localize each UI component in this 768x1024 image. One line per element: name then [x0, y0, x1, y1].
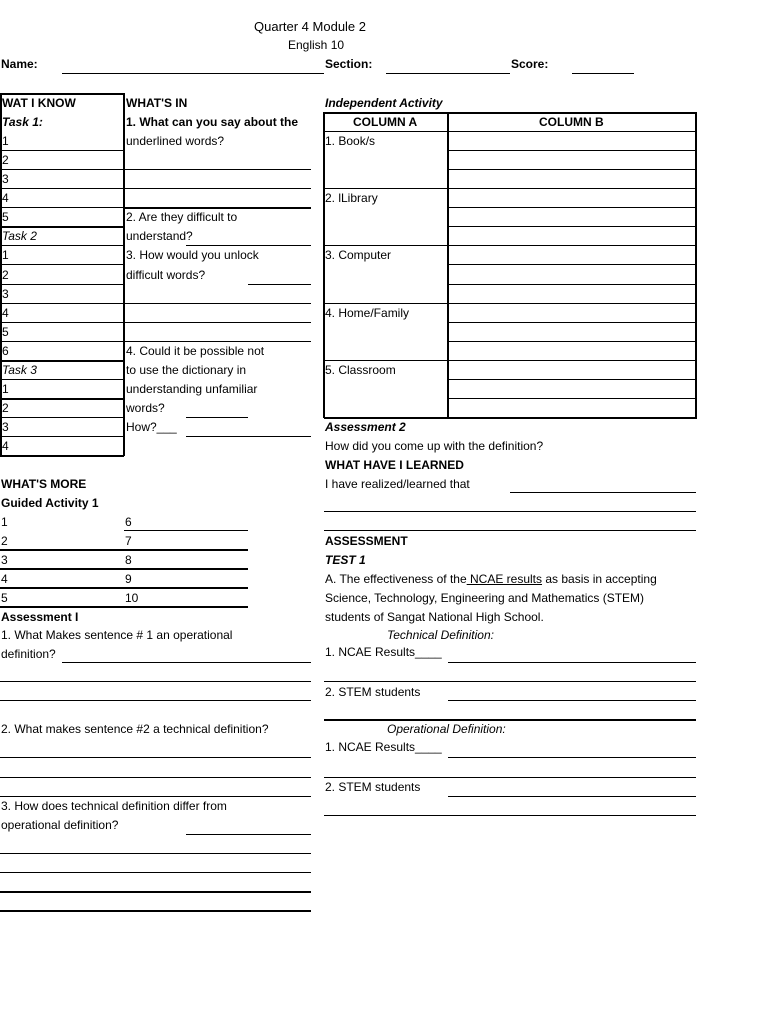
assessment2-heading: Assessment 2 [325, 420, 406, 434]
guided-item: 9 [125, 572, 132, 586]
task1-item: 2 [2, 153, 9, 167]
answer-line[interactable] [0, 872, 311, 873]
answer-line[interactable] [0, 891, 311, 893]
task1-item: 1 [2, 134, 9, 148]
assessment-heading: ASSESSMENT [325, 534, 408, 548]
task2-label: Task 2 [2, 229, 37, 243]
guided-item: 2 [1, 534, 8, 548]
column-a-item: 5. Classroom [325, 363, 396, 377]
answer-line[interactable] [186, 834, 311, 835]
answer-line[interactable] [186, 436, 311, 437]
answer-line[interactable] [324, 530, 696, 531]
answer-line[interactable] [0, 853, 311, 854]
assessment1-heading: Assessment I [1, 610, 79, 624]
answer-line[interactable] [324, 815, 696, 816]
task3-label: Task 3 [2, 363, 37, 377]
task2-item: 4 [2, 306, 9, 320]
independent-activity-heading: Independent Activity [325, 96, 443, 110]
guided-item: 3 [1, 553, 8, 567]
answer-line[interactable] [448, 757, 696, 758]
task3-item: 4 [2, 439, 9, 453]
subject-label: English 10 [288, 38, 345, 52]
task3-item: 3 [2, 420, 9, 434]
answer-line[interactable] [124, 322, 311, 323]
learned-prompt: I have realized/learned that [325, 477, 470, 491]
name-field[interactable] [62, 73, 324, 74]
whats-in-q4-cont: to use the dictionary in [126, 363, 247, 377]
ncae-underlined: NCAE results [466, 572, 543, 586]
column-a-item: 3. Computer [325, 248, 392, 262]
answer-line[interactable] [124, 530, 248, 531]
assessment1-q3: 3. How does technical definition differ from [1, 799, 227, 813]
answer-line[interactable] [124, 188, 311, 189]
whats-in-q3: 3. How would you unlock [126, 248, 259, 262]
task2-item: 1 [2, 248, 9, 262]
guided-item: 10 [125, 591, 139, 605]
task1-label: Task 1: [2, 115, 43, 129]
guided-item: 8 [125, 553, 132, 567]
answer-line[interactable] [448, 662, 696, 663]
answer-line[interactable] [0, 681, 311, 682]
test1-label: TEST 1 [325, 553, 366, 567]
guided-item: 4 [1, 572, 8, 586]
answer-line[interactable] [448, 700, 696, 701]
worksheet-title: Quarter 4 Module 2 [254, 19, 367, 34]
ncae-results-label: 1. NCAE Results____ [325, 645, 442, 659]
answer-line[interactable] [0, 796, 311, 797]
answer-line[interactable] [0, 777, 311, 778]
answer-line[interactable] [0, 700, 311, 701]
whats-in-q4: 4. Could it be possible not [126, 344, 265, 358]
task1-item: 4 [2, 191, 9, 205]
guided-activity-label: Guided Activity 1 [1, 496, 99, 510]
guided-item: 1 [1, 515, 8, 529]
whats-in-q4-cont: words? [126, 401, 165, 415]
answer-line[interactable] [324, 777, 696, 778]
task2-item: 3 [2, 287, 9, 301]
answer-line[interactable] [186, 245, 311, 246]
answer-line[interactable] [124, 303, 311, 304]
answer-line[interactable] [324, 681, 696, 682]
answer-line[interactable] [62, 662, 311, 663]
answer-line[interactable] [0, 587, 248, 589]
task3-item: 2 [2, 401, 9, 415]
whats-in-heading: WHAT'S IN [126, 96, 188, 110]
whats-in-q3-cont: difficult words? [126, 268, 206, 282]
whats-in-q1: 1. What can you say about the [126, 115, 299, 129]
column-b-header: COLUMN B [539, 115, 604, 129]
operational-definition-label: Operational Definition: [387, 722, 506, 736]
task2-item: 6 [2, 344, 9, 358]
section-label: Section: [325, 57, 373, 71]
answer-line[interactable] [0, 549, 248, 551]
column-a-header: COLUMN A [353, 115, 418, 129]
guided-item: 6 [125, 515, 132, 529]
answer-line[interactable] [510, 492, 696, 493]
answer-line[interactable] [448, 796, 696, 797]
task2-item: 2 [2, 268, 9, 282]
answer-line[interactable] [324, 511, 696, 512]
column-a-item: 2. lLibrary [325, 191, 378, 205]
test1-statement-cont: students of Sangat National High School. [325, 610, 544, 624]
section-field[interactable] [386, 73, 510, 74]
whats-in-q2-cont: understand? [126, 229, 193, 243]
whats-in-q4-cont: understanding unfamiliar [126, 382, 258, 396]
stem-students-label: 2. STEM students [325, 780, 421, 794]
assessment1-q2: 2. What makes sentence #2 a technical definition? [1, 722, 269, 736]
assessment1-q1: 1. What Makes sentence # 1 an operational [1, 628, 233, 642]
column-a-item: 1. Book/s [325, 134, 376, 148]
name-label: Name: [1, 57, 38, 71]
assessment1-q3-cont: operational definition? [1, 818, 119, 832]
guided-item: 5 [1, 591, 8, 605]
score-field[interactable] [572, 73, 634, 74]
technical-definition-label: Technical Definition: [387, 628, 494, 642]
answer-line[interactable] [248, 284, 311, 285]
assessment2-question: How did you come up with the definition? [325, 439, 544, 453]
answer-line[interactable] [0, 606, 248, 608]
answer-line[interactable] [124, 207, 311, 209]
test1-statement: A. The effectiveness of the NCAE results as basis in accepting [325, 572, 657, 586]
whats-in-q4-how: How?___ [126, 420, 177, 434]
whats-in-q2: 2. Are they difficult to [126, 210, 238, 224]
stem-students-label: 2. STEM students [325, 685, 421, 699]
score-label: Score: [511, 57, 549, 71]
ncae-results-label: 1. NCAE Results____ [325, 740, 442, 754]
task1-item: 5 [2, 210, 9, 224]
whats-in-q1-cont: underlined words? [126, 134, 225, 148]
task1-item: 3 [2, 172, 9, 186]
assessment1-q1-cont: definition? [1, 647, 56, 661]
guided-item: 7 [125, 534, 132, 548]
what-i-know-heading: WAT I KNOW [2, 96, 76, 110]
what-have-i-learned-heading: WHAT HAVE I LEARNED [325, 458, 464, 472]
column-a-item: 4. Home/Family [325, 306, 410, 320]
answer-line[interactable] [324, 719, 696, 721]
answer-line[interactable] [186, 417, 248, 418]
task2-item: 5 [2, 325, 9, 339]
answer-line[interactable] [0, 910, 311, 912]
answer-line[interactable] [124, 169, 311, 170]
answer-line[interactable] [124, 341, 311, 342]
whats-more-heading: WHAT'S MORE [1, 477, 87, 491]
answer-line[interactable] [0, 757, 311, 758]
answer-line[interactable] [0, 568, 248, 570]
test1-statement-cont: Science, Technology, Engineering and Mathematics (STEM) [325, 591, 645, 605]
task3-item: 1 [2, 382, 9, 396]
